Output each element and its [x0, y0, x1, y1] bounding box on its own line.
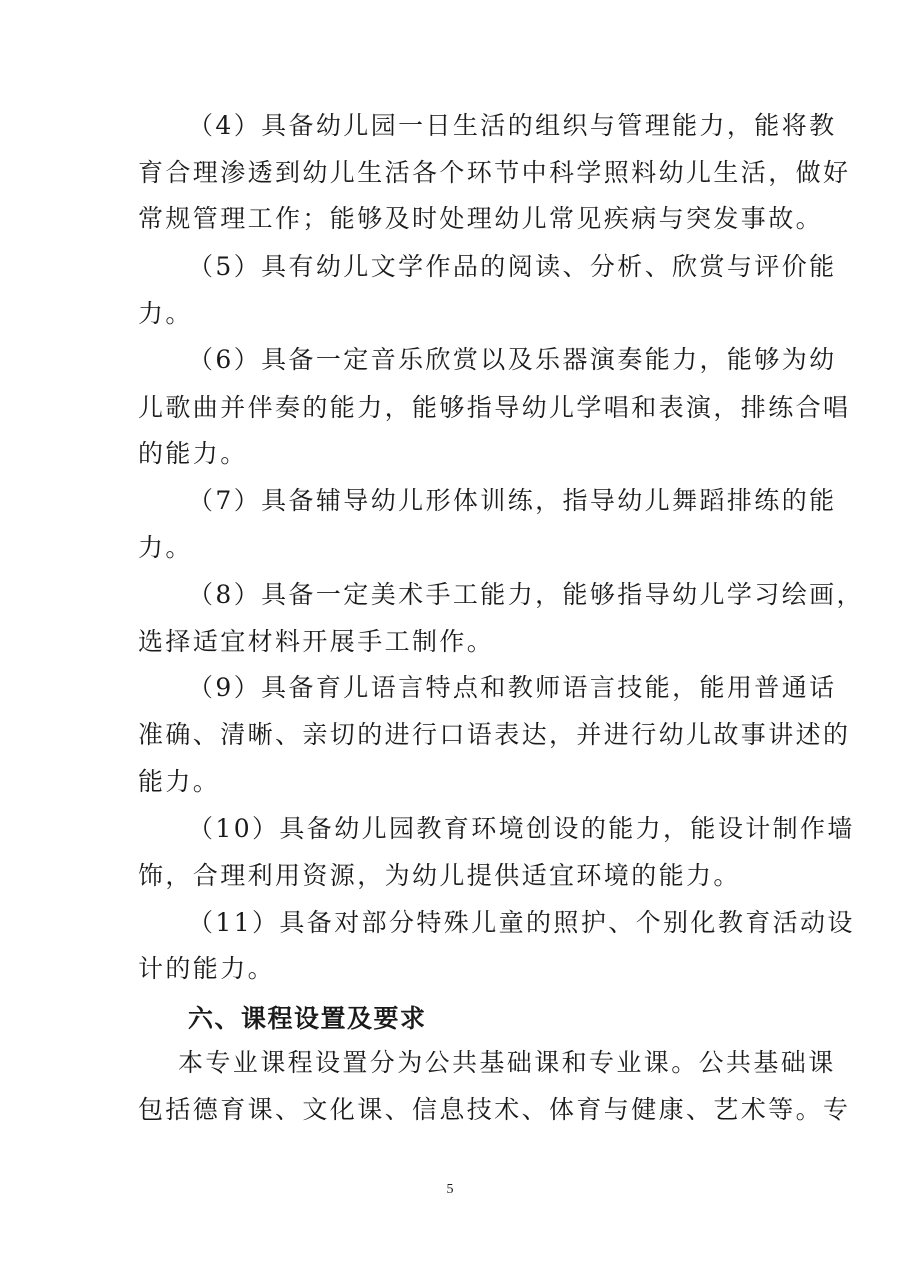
paragraph-line: （8）具备一定美术手工能力，能够指导幼儿学习绘画，: [188, 580, 864, 609]
paragraph-line: 的能力。: [138, 439, 248, 468]
paragraph-line: （4）具备幼儿园一日生活的组织与管理能力，能将教: [188, 111, 837, 140]
paragraph-line: 常规管理工作；能够及时处理幼儿常见疾病与突发事故。: [138, 204, 824, 233]
paragraph-line: （6）具备一定音乐欣赏以及乐器演奏能力，能够为幼: [188, 345, 837, 374]
paragraph-line: 饰，合理利用资源，为幼儿提供适宜环境的能力。: [138, 861, 741, 890]
paragraph-line: 育合理渗透到幼儿生活各个环节中科学照料幼儿生活，做好: [138, 158, 851, 187]
paragraph-line: （11）具备对部分特殊儿童的照护、个别化教育活动设: [188, 908, 855, 937]
paragraph-line: （5）具有幼儿文学作品的阅读、分析、欣赏与评价能: [188, 252, 837, 281]
paragraph-line: 力。: [138, 299, 193, 328]
paragraph-line: 力。: [138, 533, 193, 562]
page-number: 5: [446, 1182, 454, 1197]
paragraph-line: 准确、清晰、亲切的进行口语表达，并进行幼儿故事讲述的: [138, 720, 851, 749]
paragraph-line: 儿歌曲并伴奏的能力，能够指导幼儿学唱和表演，排练合唱: [138, 393, 851, 422]
paragraph-line: 能力。: [138, 767, 221, 796]
section-body-line: 本专业课程设置分为公共基础课和专业课。公共基础课: [178, 1048, 836, 1077]
paragraph-line: （7）具备辅导幼儿形体训练，指导幼儿舞蹈排练的能: [188, 486, 837, 515]
section-heading: 六、课程设置及要求: [188, 1004, 427, 1033]
section-body-line: 包括德育课、文化课、信息技术、体育与健康、艺术等。专: [138, 1095, 851, 1124]
paragraph-line: 计的能力。: [138, 954, 276, 983]
paragraph-line: 选择适宜材料开展手工制作。: [138, 627, 495, 656]
paragraph-line: （10）具备幼儿园教育环境创设的能力，能设计制作墙: [188, 814, 855, 843]
paragraph-line: （9）具备育儿语言特点和教师语言技能，能用普通话: [188, 673, 837, 702]
